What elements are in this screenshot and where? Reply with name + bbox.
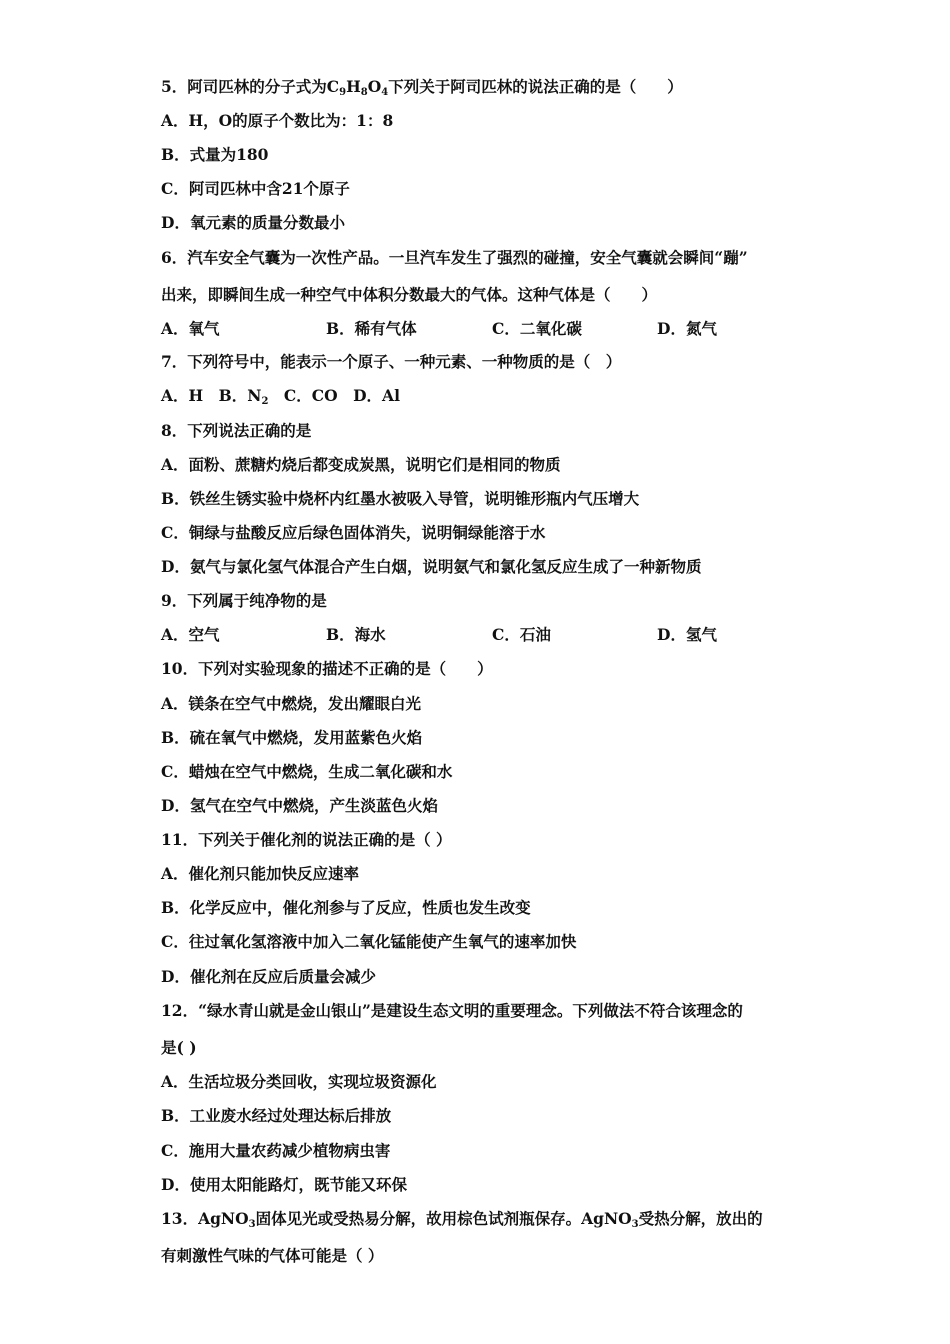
question-6-option-d: D．氮气 [657, 319, 717, 338]
question-12-option-c: C．施用大量农药减少植物病虫害 [161, 1141, 391, 1160]
question-6-stem-line2: 出来，即瞬间生成一种空气中体积分数最大的气体。这种气体是（ ） [161, 285, 658, 304]
question-10-option-d: D．氢气在空气中燃烧，产生淡蓝色火焰 [161, 796, 438, 815]
question-9-stem: 9．下列属于纯净物的是 [161, 591, 327, 610]
question-6-option-b: B．稀有气体 [326, 319, 417, 338]
question-11-stem: 11．下列关于催化剂的说法正确的是（ ） [161, 830, 452, 849]
question-8-option-a: A．面粉、蔗糖灼烧后都变成炭黑，说明它们是相同的物质 [161, 455, 561, 474]
question-13-stem-line1: 13．AgNO$_3$固体见光或受热易分解，故用棕色试剂瓶保存。AgNO$_3$受热分解，放出的 [161, 1209, 763, 1230]
question-12-option-d: D．使用太阳能路灯，既节能又环保 [161, 1175, 407, 1194]
question-10-option-c: C．蜡烛在空气中燃烧，生成二氧化碳和水 [161, 762, 453, 781]
question-8-option-d: D．氨气与氯化氢气体混合产生白烟，说明氨气和氯化氢反应生成了一种新物质 [161, 557, 702, 576]
question-9-option-b: B．海水 [326, 625, 386, 644]
question-9-option-d: D．氢气 [657, 625, 717, 644]
question-10-stem: 10．下列对实验现象的描述不正确的是（ ） [161, 659, 493, 678]
question-11-option-a: A．催化剂只能加快反应速率 [161, 864, 360, 883]
question-8-option-b: B．铁丝生锈实验中烧杯内红墨水被吸入导管，说明锥形瓶内气压增大 [161, 489, 640, 508]
question-5-stem: 5．阿司匹林的分子式为$C_9H_8O_4$下列关于阿司匹林的说法正确的是（ ） [161, 77, 683, 98]
question-7-stem: 7．下列符号中，能表示一个原子、一种元素、一种物质的是（ ） [161, 352, 622, 371]
question-5-option-c: C．阿司匹林中含21个原子 [161, 179, 350, 198]
question-13-stem-line2: 有刺激性气味的气体可能是（ ） [161, 1246, 384, 1265]
question-9-option-c: C．石油 [492, 625, 551, 644]
question-7-options: A．H B．$N_2$ C．CO D．Al [161, 386, 400, 407]
question-6-option-c: C．二氧化碳 [492, 319, 582, 338]
question-8-stem: 8．下列说法正确的是 [161, 421, 312, 440]
question-12-stem-line2: 是( ) [161, 1038, 197, 1057]
question-8-option-c: C．铜绿与盐酸反应后绿色固体消失，说明铜绿能溶于水 [161, 523, 546, 542]
question-6-option-a: A．氧气 [161, 319, 220, 338]
question-12-stem-line1: 12．“绿水青山就是金山银山”是建设生态文明的重要理念。下列做法不符合该理念的 [161, 1001, 743, 1020]
question-9-option-a: A．空气 [161, 625, 220, 644]
question-5-option-b: B．式量为180 [161, 145, 269, 164]
question-5-option-a: A．H，O的原子个数比为：1：8 [161, 111, 394, 130]
question-6-stem-line1: 6．汽车安全气囊为一次性产品。一旦汽车发生了强烈的碰撞，安全气囊就会瞬间“蹦” [161, 248, 748, 267]
question-10-option-b: B．硫在氧气中燃烧，发用蓝紫色火焰 [161, 728, 423, 747]
question-5-option-d: D．氧元素的质量分数最小 [161, 213, 345, 232]
question-11-option-d: D．催化剂在反应后质量会减少 [161, 967, 376, 986]
question-12-option-a: A．生活垃圾分类回收，实现垃圾资源化 [161, 1072, 437, 1091]
question-12-option-b: B．工业废水经过处理达标后排放 [161, 1106, 392, 1125]
question-10-option-a: A．镁条在空气中燃烧，发出耀眼白光 [161, 694, 422, 713]
question-11-option-c: C．往过氧化氢溶液中加入二氧化锰能使产生氧气的速率加快 [161, 932, 577, 951]
question-11-option-b: B．化学反应中，催化剂参与了反应，性质也发生改变 [161, 898, 531, 917]
